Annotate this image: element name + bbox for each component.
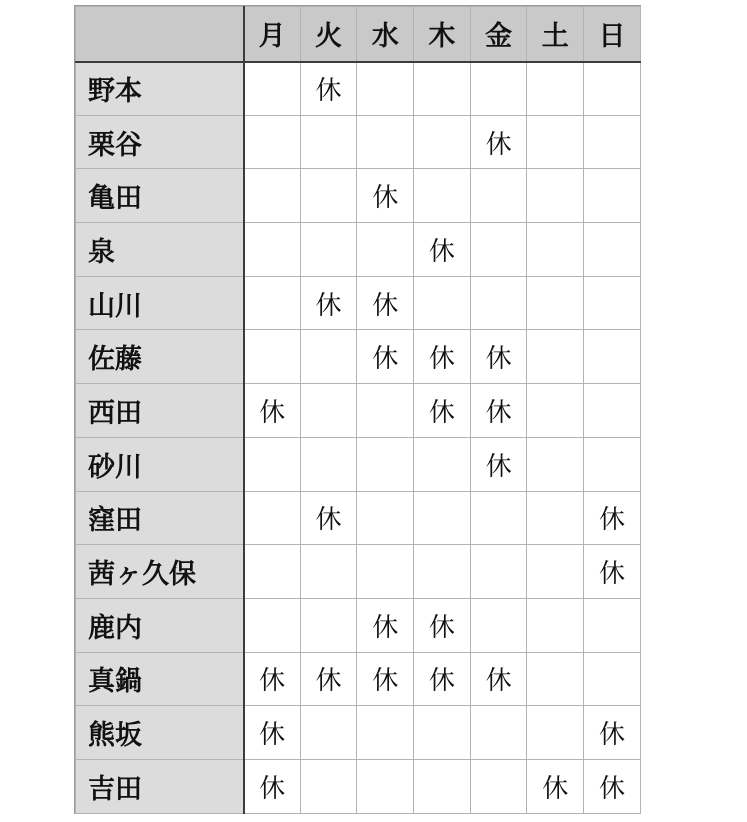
day-off-cell-fri[interactable] — [470, 759, 527, 813]
day-off-table — [75, 6, 641, 814]
table-row — [76, 437, 641, 491]
employee-name-cell[interactable]: 泉 — [76, 223, 244, 277]
day-off-cell-thu[interactable]: 休 — [414, 384, 471, 438]
day-off-cell-sat[interactable] — [527, 330, 584, 384]
day-off-cell-thu[interactable]: 休 — [414, 223, 471, 277]
day-off-cell-sun[interactable] — [584, 169, 641, 223]
day-off-cell-thu[interactable]: 休 — [414, 598, 471, 652]
day-off-cell-thu[interactable] — [414, 759, 471, 813]
day-off-cell-fri[interactable] — [470, 598, 527, 652]
day-off-cell-sat[interactable] — [527, 652, 584, 706]
day-off-cell-mon[interactable]: 休 — [244, 759, 301, 813]
employee-name-cell[interactable]: 佐藤 — [76, 330, 244, 384]
day-off-cell-tue[interactable]: 休 — [300, 652, 357, 706]
day-off-cell-sun[interactable] — [584, 384, 641, 438]
employee-name-cell[interactable]: 西田 — [76, 384, 244, 438]
day-off-cell-sun[interactable] — [584, 223, 641, 277]
day-off-cell-mon[interactable] — [244, 169, 301, 223]
day-off-cell-wed[interactable] — [357, 759, 414, 813]
day-off-cell-sun[interactable] — [584, 276, 641, 330]
employee-name-cell[interactable]: 野本 — [76, 62, 244, 116]
day-off-cell-sun[interactable] — [584, 652, 641, 706]
day-off-cell-fri[interactable] — [470, 545, 527, 599]
day-off-cell-wed[interactable] — [357, 706, 414, 760]
day-off-cell-thu[interactable]: 休 — [414, 652, 471, 706]
day-off-cell-fri[interactable]: 休 — [470, 115, 527, 169]
day-off-cell-fri[interactable]: 休 — [470, 384, 527, 438]
day-off-cell-tue[interactable] — [300, 223, 357, 277]
day-off-cell-tue[interactable] — [300, 706, 357, 760]
day-off-cell-wed[interactable] — [357, 437, 414, 491]
table-row — [76, 706, 641, 760]
employee-name-cell[interactable]: 吉田 — [76, 759, 244, 813]
day-off-cell-mon[interactable] — [244, 62, 301, 116]
day-off-cell-tue[interactable]: 休 — [300, 491, 357, 545]
employee-name-cell[interactable]: 砂川 — [76, 437, 244, 491]
day-off-cell-wed[interactable]: 休 — [357, 598, 414, 652]
day-off-cell-wed[interactable] — [357, 384, 414, 438]
day-off-cell-wed[interactable]: 休 — [357, 330, 414, 384]
day-off-cell-tue[interactable] — [300, 545, 357, 599]
day-off-cell-fri[interactable]: 休 — [470, 437, 527, 491]
day-off-cell-mon[interactable] — [244, 223, 301, 277]
header-row — [76, 7, 641, 62]
day-off-cell-tue[interactable] — [300, 437, 357, 491]
day-off-cell-sat[interactable] — [527, 115, 584, 169]
day-off-cell-mon[interactable]: 休 — [244, 652, 301, 706]
employee-name-cell[interactable]: 栗谷 — [76, 115, 244, 169]
employee-name-cell[interactable]: 真鍋 — [76, 652, 244, 706]
schedule-sheet — [74, 5, 641, 814]
day-off-cell-tue[interactable] — [300, 115, 357, 169]
day-off-cell-fri[interactable]: 休 — [470, 652, 527, 706]
day-off-cell-mon[interactable] — [244, 491, 301, 545]
day-off-cell-thu[interactable] — [414, 276, 471, 330]
day-off-cell-wed[interactable]: 休 — [357, 169, 414, 223]
day-off-cell-thu[interactable] — [414, 62, 471, 116]
table-row — [76, 115, 641, 169]
corner-cell[interactable] — [76, 7, 244, 62]
day-off-cell-thu[interactable] — [414, 706, 471, 760]
day-off-cell-sat[interactable] — [527, 491, 584, 545]
table-row — [76, 169, 641, 223]
day-off-cell-thu[interactable] — [414, 437, 471, 491]
table-row — [76, 652, 641, 706]
day-off-cell-fri[interactable] — [470, 491, 527, 545]
employee-name-cell[interactable]: 茜ヶ久保 — [76, 545, 244, 599]
day-off-cell-thu[interactable] — [414, 545, 471, 599]
table-row — [76, 384, 641, 438]
day-off-cell-sat[interactable] — [527, 437, 584, 491]
day-off-cell-sun[interactable]: 休 — [584, 706, 641, 760]
day-off-cell-sat[interactable] — [527, 706, 584, 760]
employee-name-cell[interactable]: 鹿内 — [76, 598, 244, 652]
day-off-cell-mon[interactable] — [244, 330, 301, 384]
employee-name-cell[interactable]: 窪田 — [76, 491, 244, 545]
day-off-cell-fri[interactable] — [470, 169, 527, 223]
day-off-cell-mon[interactable] — [244, 598, 301, 652]
day-off-cell-thu[interactable] — [414, 115, 471, 169]
day-off-cell-thu[interactable]: 休 — [414, 330, 471, 384]
day-off-cell-tue[interactable]: 休 — [300, 276, 357, 330]
day-header-tue[interactable]: 火 — [300, 7, 357, 62]
day-off-cell-sun[interactable] — [584, 62, 641, 116]
day-off-cell-sat[interactable] — [527, 545, 584, 599]
day-off-cell-sat[interactable] — [527, 384, 584, 438]
day-off-cell-wed[interactable]: 休 — [357, 276, 414, 330]
day-off-cell-tue[interactable] — [300, 598, 357, 652]
day-header-sat[interactable]: 土 — [527, 7, 584, 62]
day-off-cell-fri[interactable]: 休 — [470, 330, 527, 384]
day-off-cell-tue[interactable] — [300, 169, 357, 223]
employee-name-cell[interactable]: 山川 — [76, 276, 244, 330]
table-row — [76, 223, 641, 277]
day-off-cell-sat[interactable] — [527, 223, 584, 277]
day-header-sun[interactable]: 日 — [584, 7, 641, 62]
day-off-cell-sat[interactable] — [527, 276, 584, 330]
table-row — [76, 62, 641, 116]
day-off-cell-mon[interactable]: 休 — [244, 706, 301, 760]
day-off-cell-tue[interactable] — [300, 759, 357, 813]
day-off-cell-mon[interactable]: 休 — [244, 384, 301, 438]
table-row — [76, 598, 641, 652]
day-off-cell-sun[interactable] — [584, 330, 641, 384]
day-off-cell-fri[interactable] — [470, 223, 527, 277]
day-off-cell-sat[interactable]: 休 — [527, 759, 584, 813]
day-off-cell-sun[interactable]: 休 — [584, 545, 641, 599]
day-off-cell-wed[interactable] — [357, 62, 414, 116]
day-off-cell-sun[interactable] — [584, 598, 641, 652]
day-off-cell-mon[interactable] — [244, 115, 301, 169]
table-row — [76, 491, 641, 545]
day-off-cell-sat[interactable] — [527, 598, 584, 652]
day-off-cell-fri[interactable] — [470, 62, 527, 116]
day-off-cell-wed[interactable] — [357, 545, 414, 599]
day-off-cell-tue[interactable] — [300, 384, 357, 438]
schedule-body — [76, 62, 641, 814]
table-row — [76, 330, 641, 384]
day-off-cell-sat[interactable] — [527, 169, 584, 223]
day-header-fri[interactable]: 金 — [470, 7, 527, 62]
table-row — [76, 545, 641, 599]
day-off-cell-sun[interactable] — [584, 115, 641, 169]
day-off-cell-sun[interactable]: 休 — [584, 759, 641, 813]
day-off-cell-wed[interactable] — [357, 115, 414, 169]
day-off-cell-mon[interactable] — [244, 545, 301, 599]
table-row — [76, 759, 641, 813]
day-off-cell-wed[interactable] — [357, 491, 414, 545]
day-off-cell-wed[interactable] — [357, 223, 414, 277]
employee-name-cell[interactable]: 亀田 — [76, 169, 244, 223]
day-off-cell-mon[interactable] — [244, 276, 301, 330]
day-header-thu[interactable]: 木 — [414, 7, 471, 62]
day-off-cell-wed[interactable]: 休 — [357, 652, 414, 706]
day-header-mon[interactable]: 月 — [244, 7, 301, 62]
day-off-cell-sun[interactable] — [584, 437, 641, 491]
day-off-cell-sun[interactable]: 休 — [584, 491, 641, 545]
day-off-cell-tue[interactable] — [300, 330, 357, 384]
day-off-cell-fri[interactable] — [470, 276, 527, 330]
day-off-cell-sat[interactable] — [527, 62, 584, 116]
day-header-wed[interactable]: 水 — [357, 7, 414, 62]
employee-name-cell[interactable]: 熊坂 — [76, 706, 244, 760]
day-off-cell-mon[interactable] — [244, 437, 301, 491]
day-off-cell-thu[interactable] — [414, 169, 471, 223]
day-off-cell-thu[interactable] — [414, 491, 471, 545]
day-off-cell-tue[interactable]: 休 — [300, 62, 357, 116]
table-row — [76, 276, 641, 330]
day-off-cell-fri[interactable] — [470, 706, 527, 760]
